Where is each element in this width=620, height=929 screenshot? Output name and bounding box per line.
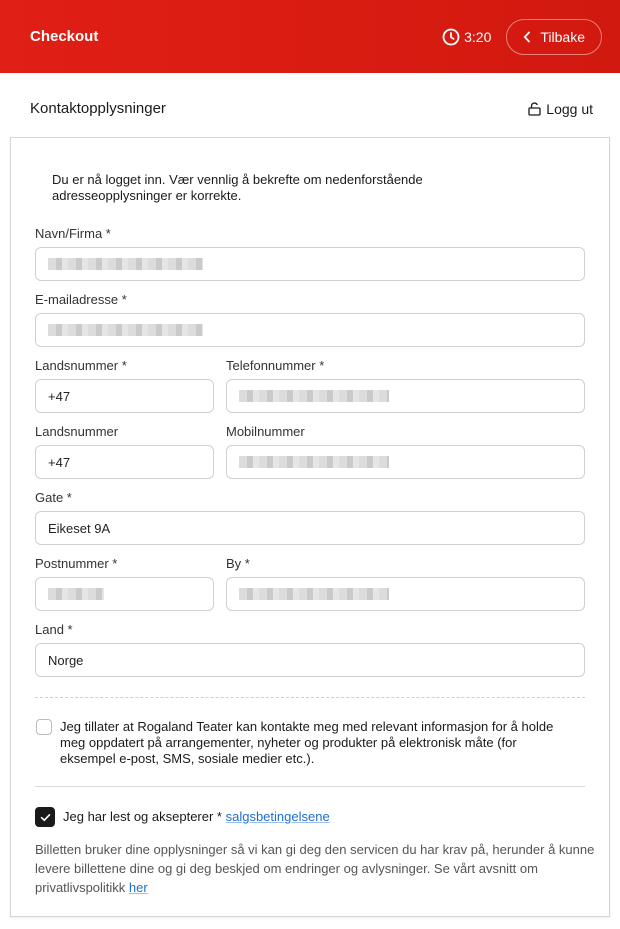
country-code-mobile-label: Landsnummer [35,424,119,439]
email-input[interactable] [35,313,585,347]
contact-form [10,137,610,917]
redacted-value [48,258,203,270]
city-input[interactable] [226,577,585,611]
redacted-value [239,390,389,402]
marketing-consent-text: Jeg tillater at Rogaland Teater kan kontakte meg med relevant informasjon for å holde meg oppdatert på arrangementer, nyheter og produkter på elektronisk måte (for eksempel e-post, SMS, sosiale medier etc.). [60,719,554,766]
checkout-header [0,0,620,73]
country-code-phone-label: Landsnummer * [35,358,127,373]
mobile-input[interactable] [226,445,585,479]
unlock-icon [528,102,541,116]
privacy-link[interactable]: her [128,880,148,895]
login-intro-text: Du er nå logget inn. Vær vennlig å bekrefte om nedenforstående adresseopplysninger er korrekte. [52,172,423,203]
postal-input[interactable] [35,577,214,611]
country-code-phone-input[interactable]: +47 [35,379,214,413]
redacted-value [48,588,104,600]
marketing-consent-checkbox[interactable] [36,719,52,735]
name-input[interactable] [35,247,585,281]
clock-icon [442,28,460,46]
section-title: Kontaktopplysninger [30,100,166,117]
privacy-note-text: Billetten bruker dine opplysninger så vi kan gi deg den servicen du har krav på, herunder å kunne levere billettene dine og gi deg beskjed om endringer og avlysninger. Se vårt avsnitt om privatlivspolitikk [35,842,595,895]
privacy-note [35,840,595,897]
mobile-label: Mobilnummer [226,424,305,439]
session-timer [442,28,491,46]
back-label: Tilbake [540,28,585,45]
terms-text [63,809,330,825]
redacted-value [48,324,203,336]
checkmark-icon [40,813,51,822]
chevron-left-icon [523,31,531,43]
header-title: Checkout [30,28,99,45]
country-label: Land * [35,622,73,637]
logout-link[interactable] [528,101,593,117]
terms-checkbox[interactable] [35,807,55,827]
city-label: By * [226,556,250,571]
phone-label: Telefonnummer * [226,358,325,373]
street-input[interactable]: Eikeset 9A [35,511,585,545]
country-code-mobile-input[interactable]: +47 [35,445,214,479]
phone-input[interactable] [226,379,585,413]
logout-label: Logg ut [546,100,593,117]
email-label: E-mailadresse * [35,292,127,307]
postal-label: Postnummer * [35,556,118,571]
divider [35,786,585,787]
terms-link[interactable]: salgsbetingelsene [225,809,330,824]
country-select[interactable]: Norge [35,643,585,677]
redacted-value [239,456,389,468]
back-button[interactable] [506,19,602,55]
name-label: Navn/Firma * [35,226,111,241]
timer-value: 3:20 [464,28,492,45]
terms-label: Jeg har lest og aksepterer * [63,809,226,824]
dashed-divider [35,697,585,698]
street-label: Gate * [35,490,72,505]
redacted-value [239,588,389,600]
section-header [30,100,593,117]
